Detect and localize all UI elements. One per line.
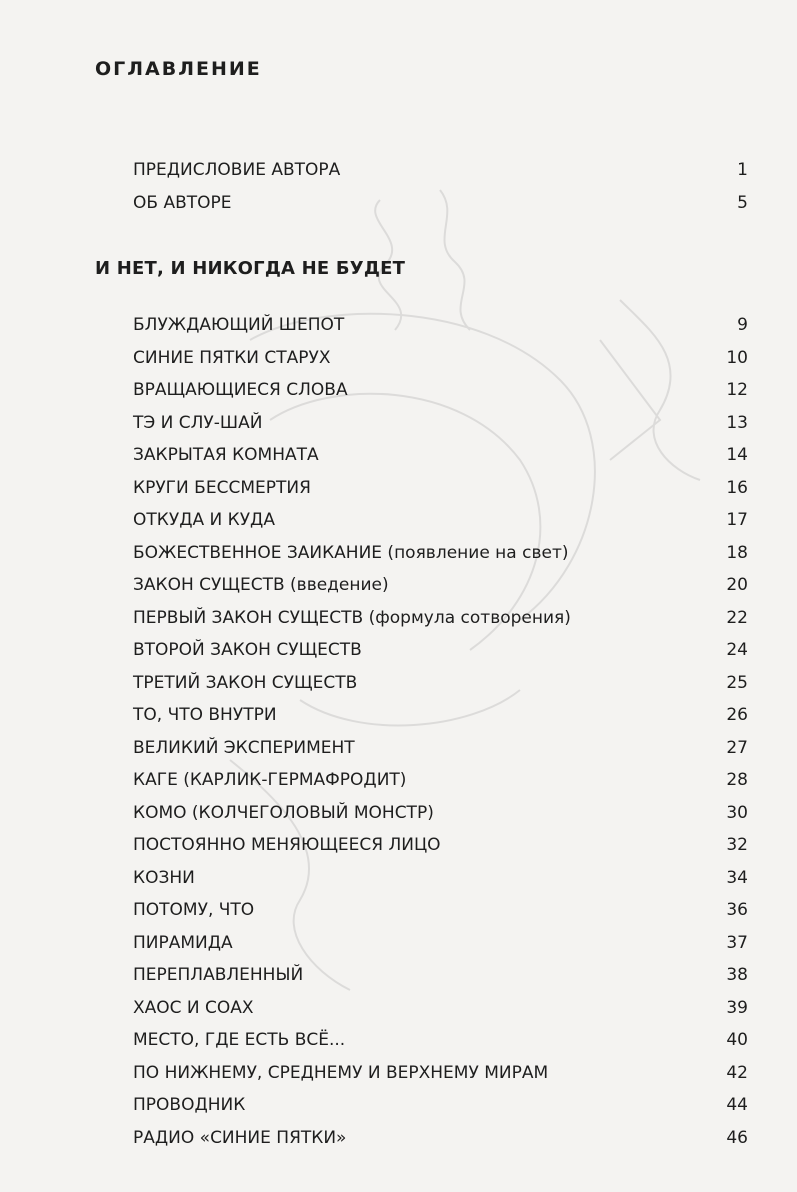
entry-page-number: 28 <box>726 770 748 790</box>
toc-entry[interactable] <box>133 510 748 540</box>
toc-entry[interactable] <box>133 413 748 443</box>
entry-title: ПЕРЕПЛАВЛЕННЫЙ <box>133 965 304 985</box>
toc-entry[interactable] <box>133 770 748 800</box>
entry-title: ТЭ И СЛУ-ШАЙ <box>133 412 263 433</box>
entry-title: ВРАЩАЮЩИЕСЯ СЛОВА <box>133 380 348 400</box>
entry-page-number: 38 <box>726 965 748 985</box>
entry-title: ПЕРВЫЙ ЗАКОН СУЩЕСТВ (формула сотворения) <box>133 607 571 628</box>
entry-page-number: 36 <box>726 900 748 920</box>
entry-page-number: 24 <box>726 640 748 660</box>
entry-page-number: 46 <box>726 1127 748 1148</box>
entry-title: ПРОВОДНИК <box>133 1095 246 1115</box>
entry-page-number: 18 <box>726 542 748 563</box>
toc-entry[interactable] <box>133 900 748 930</box>
entry-page-number: 26 <box>726 705 748 725</box>
entry-title: ПО НИЖНЕМУ, СРЕДНЕМУ И ВЕРХНЕМУ МИРАМ <box>133 1062 549 1083</box>
entry-title: ВТОРОЙ ЗАКОН СУЩЕСТВ <box>133 640 362 660</box>
entry-title: ЗАКРЫТАЯ КОМНАТА <box>133 445 319 465</box>
toc-entry[interactable] <box>133 575 748 605</box>
toc-entry[interactable] <box>133 348 748 378</box>
entry-title: ВЕЛИКИЙ ЭКСПЕРИМЕНТ <box>133 737 355 758</box>
entry-page-number: 1 <box>737 160 748 180</box>
entry-page-number: 16 <box>726 477 748 498</box>
toc-entry[interactable] <box>133 380 748 410</box>
toc-entry[interactable] <box>133 965 748 995</box>
entry-title: ТО, ЧТО ВНУТРИ <box>133 705 277 725</box>
toc-entry[interactable] <box>133 608 748 638</box>
entry-page-number: 25 <box>726 672 748 693</box>
entry-page-number: 10 <box>726 347 748 368</box>
entry-page-number: 12 <box>726 380 748 400</box>
entry-page-number: 34 <box>726 867 748 888</box>
entry-title: МЕСТО, ГДЕ ЕСТЬ ВСЁ... <box>133 1030 346 1050</box>
toc-entry[interactable] <box>133 933 748 963</box>
entry-title: ПИРАМИДА <box>133 932 233 953</box>
toc-entry[interactable] <box>133 673 748 703</box>
entry-title: ЗАКОН СУЩЕСТВ (введение) <box>133 575 389 595</box>
entry-title: ПОТОМУ, ЧТО <box>133 900 255 920</box>
toc-entry[interactable] <box>133 193 748 223</box>
entry-page-number: 14 <box>726 445 748 465</box>
entry-title: БЛУЖДАЮЩИЙ ШЕПОТ <box>133 315 345 335</box>
entry-page-number: 32 <box>726 835 748 855</box>
toc-heading: ОГЛАВЛЕНИЕ <box>95 58 262 80</box>
entry-page-number: 27 <box>726 737 748 758</box>
entry-title: БОЖЕСТВЕННОЕ ЗАИКАНИЕ (появление на свет) <box>133 542 569 563</box>
entry-title: ПРЕДИСЛОВИЕ АВТОРА <box>133 160 341 180</box>
toc-entry[interactable] <box>133 1095 748 1125</box>
entry-page-number: 20 <box>726 575 748 595</box>
toc-entry[interactable] <box>133 445 748 475</box>
entry-title: ОТКУДА И КУДА <box>133 510 275 530</box>
entry-title: КАГЕ (КАРЛИК-ГЕРМАФРОДИТ) <box>133 770 407 790</box>
entry-page-number: 13 <box>726 412 748 433</box>
toc-entry[interactable] <box>133 543 748 573</box>
toc-entry[interactable] <box>133 315 748 345</box>
toc-entry[interactable] <box>133 705 748 735</box>
toc-entry[interactable] <box>133 868 748 898</box>
entry-page-number: 39 <box>726 997 748 1018</box>
entry-title: ХАОС И СОАХ <box>133 997 254 1018</box>
toc-entry[interactable] <box>133 835 748 865</box>
entry-title: ТРЕТИЙ ЗАКОН СУЩЕСТВ <box>133 672 358 693</box>
section-title: И НЕТ, И НИКОГДА НЕ БУДЕТ <box>95 258 406 279</box>
toc-entry[interactable] <box>133 738 748 768</box>
entry-page-number: 22 <box>726 607 748 628</box>
toc-entry[interactable] <box>133 160 748 190</box>
entry-page-number: 40 <box>726 1030 748 1050</box>
entry-title: ПОСТОЯННО МЕНЯЮЩЕЕСЯ ЛИЦО <box>133 835 441 855</box>
entry-title: ОБ АВТОРЕ <box>133 193 232 213</box>
toc-entry[interactable] <box>133 1128 748 1158</box>
entry-page-number: 44 <box>726 1095 748 1115</box>
entry-title: КОЗНИ <box>133 867 195 888</box>
entry-page-number: 17 <box>726 510 748 530</box>
toc-entry[interactable] <box>133 640 748 670</box>
entry-title: КОМО (КОЛЧЕГОЛОВЫЙ МОНСТР) <box>133 802 434 823</box>
toc-entry[interactable] <box>133 1063 748 1093</box>
entry-title: РАДИО «СИНИЕ ПЯТКИ» <box>133 1127 347 1148</box>
entry-page-number: 37 <box>726 932 748 953</box>
toc-entry[interactable] <box>133 803 748 833</box>
entry-title: СИНИЕ ПЯТКИ СТАРУХ <box>133 347 331 368</box>
toc-entry[interactable] <box>133 998 748 1028</box>
entry-page-number: 9 <box>737 315 748 335</box>
entry-page-number: 30 <box>726 802 748 823</box>
entry-title: КРУГИ БЕССМЕРТИЯ <box>133 477 311 498</box>
toc-entry[interactable] <box>133 478 748 508</box>
entry-page-number: 5 <box>737 193 748 213</box>
toc-entry[interactable] <box>133 1030 748 1060</box>
entry-page-number: 42 <box>726 1062 748 1083</box>
